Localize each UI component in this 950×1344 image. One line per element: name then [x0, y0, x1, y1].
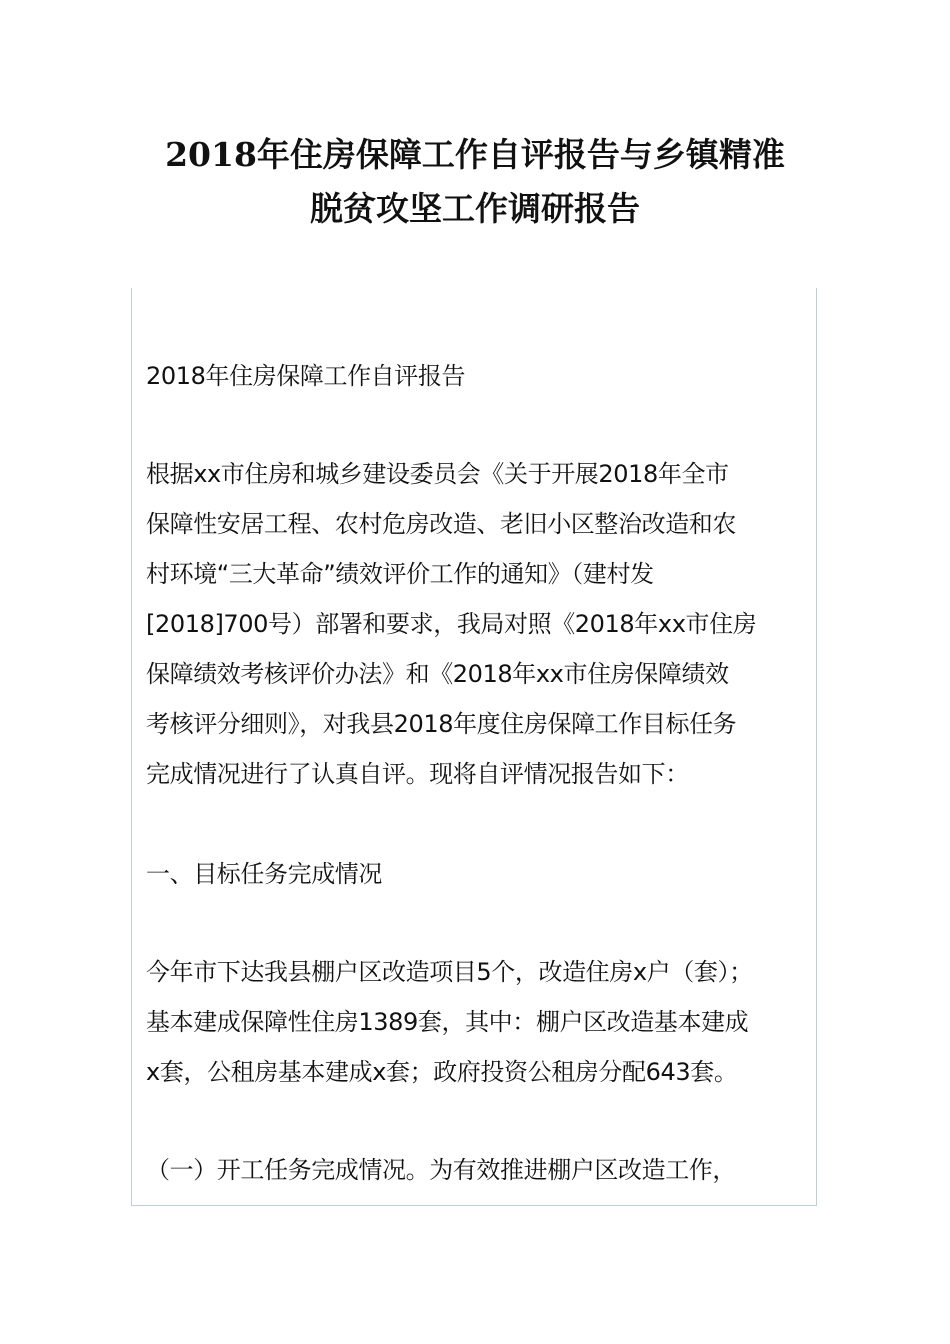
- heading-targets-text: 一、目标任务完成情况: [146, 860, 382, 888]
- section-title-text: 2018年住房保障工作自评报告: [146, 362, 466, 390]
- heading-targets: [146, 849, 817, 899]
- intro-line: 保障性安居工程、农村危房改造、老旧小区整治改造和农: [146, 510, 736, 538]
- document-title-line-1: 2018年住房保障工作自评报告与乡镇精准: [165, 135, 785, 174]
- intro-line: [2018]700号）部署和要求，我局对照《2018年xx市住房: [146, 610, 757, 638]
- intro-line: 根据xx市住房和城乡建设委员会《关于开展2018年全市: [146, 460, 729, 488]
- intro-paragraph: [146, 449, 817, 799]
- intro-line: 完成情况进行了认真自评。现将自评情况报告如下：: [146, 760, 689, 788]
- targets-paragraph: [146, 947, 817, 1097]
- intro-line: 保障绩效考核评价办法》和《2018年xx市住房保障绩效: [146, 660, 729, 688]
- document-title-line-2: 脱贫攻坚工作调研报告: [310, 189, 640, 228]
- targets-line: 今年市下达我县棚户区改造项目5个，改造住房x户（套）；: [146, 958, 753, 986]
- subheading-start-tasks: [146, 1145, 817, 1195]
- intro-line: 考核评分细则》，对我县2018年度住房保障工作目标任务: [146, 710, 737, 738]
- document-title: [0, 128, 950, 236]
- subheading-start-tasks-text: （一）开工任务完成情况。为有效推进棚户区改造工作，: [146, 1156, 736, 1184]
- targets-line: x套，公租房基本建成x套；政府投资公租房分配643套。: [146, 1058, 738, 1086]
- content-frame: [131, 288, 817, 1206]
- intro-line: 村环境“三大革命”绩效评价工作的通知》（建村发: [146, 560, 654, 588]
- targets-line: 基本建成保障性住房1389套，其中：棚户区改造基本建成: [146, 1008, 749, 1036]
- section-title: [146, 351, 817, 401]
